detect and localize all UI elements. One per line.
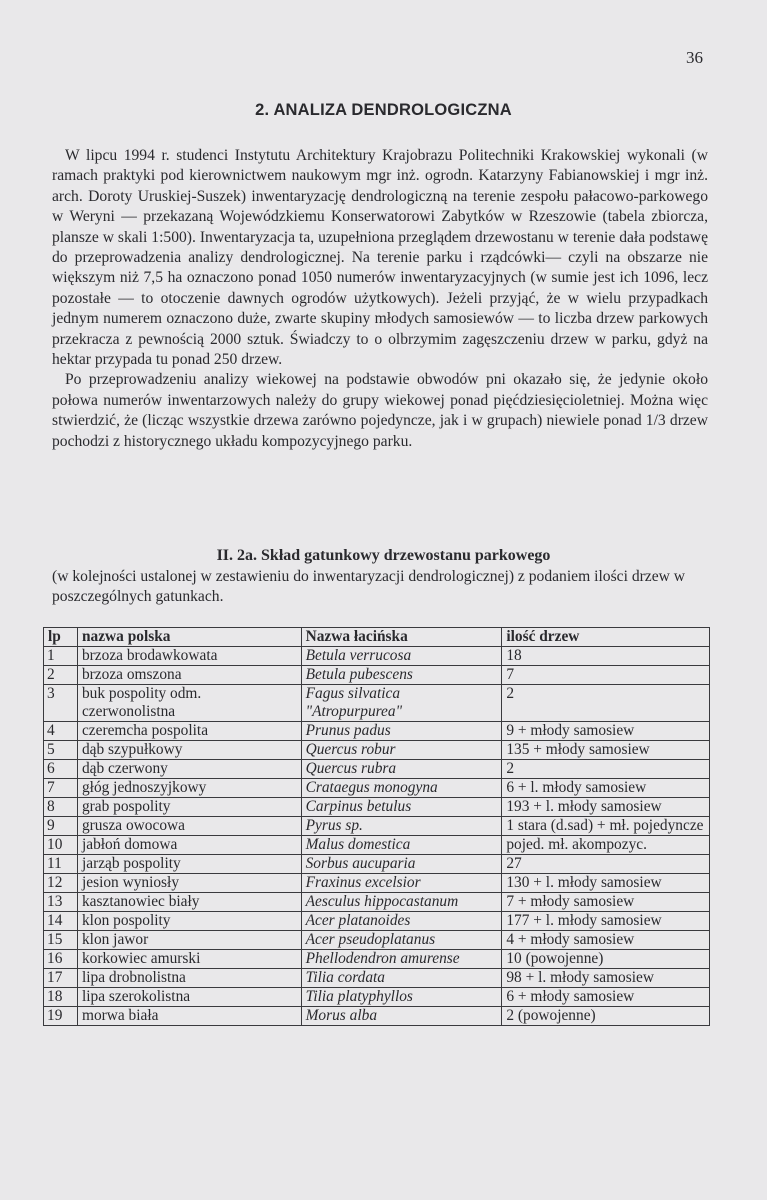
- polish-name-cell: klon pospolity: [77, 912, 301, 931]
- polish-name-cell: brzoza omszona: [77, 666, 301, 685]
- row-number: 10: [44, 836, 78, 855]
- latin-name-cell: Betula verrucosa: [301, 647, 502, 666]
- polish-name-cell: czeremcha pospolita: [77, 722, 301, 741]
- latin-name-cell: Betula pubescens: [301, 666, 502, 685]
- row-number: 3: [44, 685, 78, 722]
- table-row: [44, 817, 710, 836]
- table-row: [44, 741, 710, 760]
- polish-name-cell: brzoza brodawkowata: [77, 647, 301, 666]
- row-number: 9: [44, 817, 78, 836]
- body-text: [52, 146, 708, 452]
- polish-name-cell: grusza owocowa: [77, 817, 301, 836]
- tree-count-cell: 130 + l. młody samosiew: [502, 874, 710, 893]
- row-number: 8: [44, 798, 78, 817]
- page-number: 36: [686, 48, 703, 67]
- table-row: [44, 722, 710, 741]
- col-header-tree-count: ilość drzew: [502, 628, 710, 647]
- latin-name-cell: Sorbus aucuparia: [301, 855, 502, 874]
- tree-count-cell: 2 (powojenne): [502, 1007, 710, 1026]
- row-number: 15: [44, 931, 78, 950]
- table-row: [44, 988, 710, 1007]
- paragraph: W lipcu 1994 r. studenci Instytutu Architektury Krajobrazu Politechniki Krakowskiej wykonali (w ramach praktyki pod kierownictwem naukowym mgr inż. ogrodn. Katarzyny Fabianowskiej i mgr inż. arch. Doroty Uruskiej-Suszek) inwentaryzację dendrologiczną na terenie zespołu pałacowo-parkowego w Weryni — przekazaną Wojewódzkiemu Konserwatorowi Zabytków w Rzeszowie (tabela zbiorcza, plansze w skali 1:500). Inwentaryzacja ta, uzupełniona przeglądem drzewostanu w terenie dała podstawę do przeprowadzenia analizy dendrologicznej. Na terenie parku i rządcówki— czyli na obszarze nie większym niż 7,5 ha oznaczono ponad 1050 numerów inwentaryzacyjnych (w sumie jest ich 1096, lecz pozostałe — to otoczenie dawnych ogrodów użytkowych). Jeżeli przyjąć, że w wielu przypadkach jednym numerem oznaczono duże, zwarte skupiny młodych samosiewów — to liczba drzew parkowych przekracza z pewnością 2000 sztuk. Świadczy to o olbrzymim zagęszczeniu drzew w parku, gdyż na hektar przypada tu ponad 250 drzew.: [52, 147, 708, 369]
- paragraph: Po przeprowadzeniu analizy wiekowej na podstawie obwodów pni okazało się, że jedynie około połowa numerów inwentarzowych należy do grupy wiekowej ponad pięćdziesięcioletniej. Można więc stwierdzić, że (licząc wszystkie drzewa zarówno pojedyncze, jak i w grupach) niewiele ponad 1/3 drzew pochodzi z historycznego układu kompozycyjnego parku.: [52, 371, 708, 450]
- latin-name-cell: Phellodendron amurense: [301, 950, 502, 969]
- polish-name-cell: jarząb pospolity: [77, 855, 301, 874]
- polish-name-cell: głóg jednoszyjkowy: [77, 779, 301, 798]
- latin-name-cell: Fraxinus excelsior: [301, 874, 502, 893]
- col-header-polish-name: nazwa polska: [77, 628, 301, 647]
- latin-name-cell: Crataegus monogyna: [301, 779, 502, 798]
- tree-count-cell: 1 stara (d.sad) + mł. pojedyncze: [502, 817, 710, 836]
- col-header-latin-name: Nazwa łacińska: [301, 628, 502, 647]
- row-number: 6: [44, 760, 78, 779]
- row-number: 4: [44, 722, 78, 741]
- table-row: [44, 893, 710, 912]
- row-number: 13: [44, 893, 78, 912]
- tree-count-cell: 10 (powojenne): [502, 950, 710, 969]
- polish-name-cell: jabłoń domowa: [77, 836, 301, 855]
- polish-name-cell: kasztanowiec biały: [77, 893, 301, 912]
- row-number: 2: [44, 666, 78, 685]
- polish-name-cell: lipa szerokolistna: [77, 988, 301, 1007]
- table-row: [44, 931, 710, 950]
- latin-name-cell: Acer pseudoplatanus: [301, 931, 502, 950]
- section-intro: (w kolejności ustalonej w zestawieniu do inwentaryzacji dendrologicznej) z podaniem ilości drzew w poszczególnych gatunkach.: [52, 568, 686, 605]
- table-row: [44, 912, 710, 931]
- tree-count-cell: 7: [502, 666, 710, 685]
- tree-count-cell: 7 + młody samosiew: [502, 893, 710, 912]
- row-number: 16: [44, 950, 78, 969]
- table-row: [44, 685, 710, 722]
- section-title: II. 2a. Skład gatunkowy drzewostanu parkowego: [216, 547, 551, 564]
- table-row: [44, 647, 710, 666]
- row-number: 19: [44, 1007, 78, 1026]
- latin-name-cell: Morus alba: [301, 1007, 502, 1026]
- polish-name-cell: dąb czerwony: [77, 760, 301, 779]
- table-header-row: [44, 628, 710, 647]
- row-number: 1: [44, 647, 78, 666]
- tree-count-cell: 6 + l. młody samosiew: [502, 779, 710, 798]
- latin-name-cell: Tilia cordata: [301, 969, 502, 988]
- row-number: 18: [44, 988, 78, 1007]
- tree-count-cell: 9 + młody samosiew: [502, 722, 710, 741]
- polish-name-cell: lipa drobnolistna: [77, 969, 301, 988]
- table-row: [44, 1007, 710, 1026]
- latin-name-cell: Aesculus hippocastanum: [301, 893, 502, 912]
- table-row: [44, 779, 710, 798]
- table-row: [44, 969, 710, 988]
- polish-name-cell: jesion wyniosły: [77, 874, 301, 893]
- col-header-lp: lp: [44, 628, 78, 647]
- latin-name-cell: Prunus padus: [301, 722, 502, 741]
- tree-count-cell: 135 + młody samosiew: [502, 741, 710, 760]
- tree-count-cell: 193 + l. młody samosiew: [502, 798, 710, 817]
- tree-count-cell: 2: [502, 685, 710, 722]
- table-row: [44, 798, 710, 817]
- tree-count-cell: 98 + l. młody samosiew: [502, 969, 710, 988]
- row-number: 17: [44, 969, 78, 988]
- row-number: 11: [44, 855, 78, 874]
- table-row: [44, 950, 710, 969]
- row-number: 7: [44, 779, 78, 798]
- tree-count-cell: 177 + l. młody samosiew: [502, 912, 710, 931]
- latin-name-cell: Pyrus sp.: [301, 817, 502, 836]
- polish-name-cell: korkowiec amurski: [77, 950, 301, 969]
- row-number: 5: [44, 741, 78, 760]
- table-row: [44, 760, 710, 779]
- latin-name-cell: Quercus rubra: [301, 760, 502, 779]
- latin-name-cell: Malus domestica: [301, 836, 502, 855]
- table-row: [44, 874, 710, 893]
- table-row: [44, 855, 710, 874]
- latin-name-cell: Quercus robur: [301, 741, 502, 760]
- latin-name-cell: Acer platanoides: [301, 912, 502, 931]
- polish-name-cell: dąb szypułkowy: [77, 741, 301, 760]
- tree-count-cell: 18: [502, 647, 710, 666]
- tree-count-cell: 4 + młody samosiew: [502, 931, 710, 950]
- tree-count-cell: 27: [502, 855, 710, 874]
- latin-name-cell: Fagus silvatica "Atropurpurea": [301, 685, 502, 722]
- tree-count-cell: pojed. mł. akompozyc.: [502, 836, 710, 855]
- tree-count-cell: 6 + młody samosiew: [502, 988, 710, 1007]
- latin-name-cell: Carpinus betulus: [301, 798, 502, 817]
- polish-name-cell: morwa biała: [77, 1007, 301, 1026]
- latin-name-cell: Tilia platyphyllos: [301, 988, 502, 1007]
- polish-name-cell: grab pospolity: [77, 798, 301, 817]
- species-table: [43, 627, 710, 1026]
- polish-name-cell: buk pospolity odm. czerwonolistna: [77, 685, 301, 722]
- tree-count-cell: 2: [502, 760, 710, 779]
- chapter-heading: 2. ANALIZA DENDROLOGICZNA: [255, 101, 512, 119]
- row-number: 14: [44, 912, 78, 931]
- row-number: 12: [44, 874, 78, 893]
- polish-name-cell: klon jawor: [77, 931, 301, 950]
- table-row: [44, 836, 710, 855]
- table-row: [44, 666, 710, 685]
